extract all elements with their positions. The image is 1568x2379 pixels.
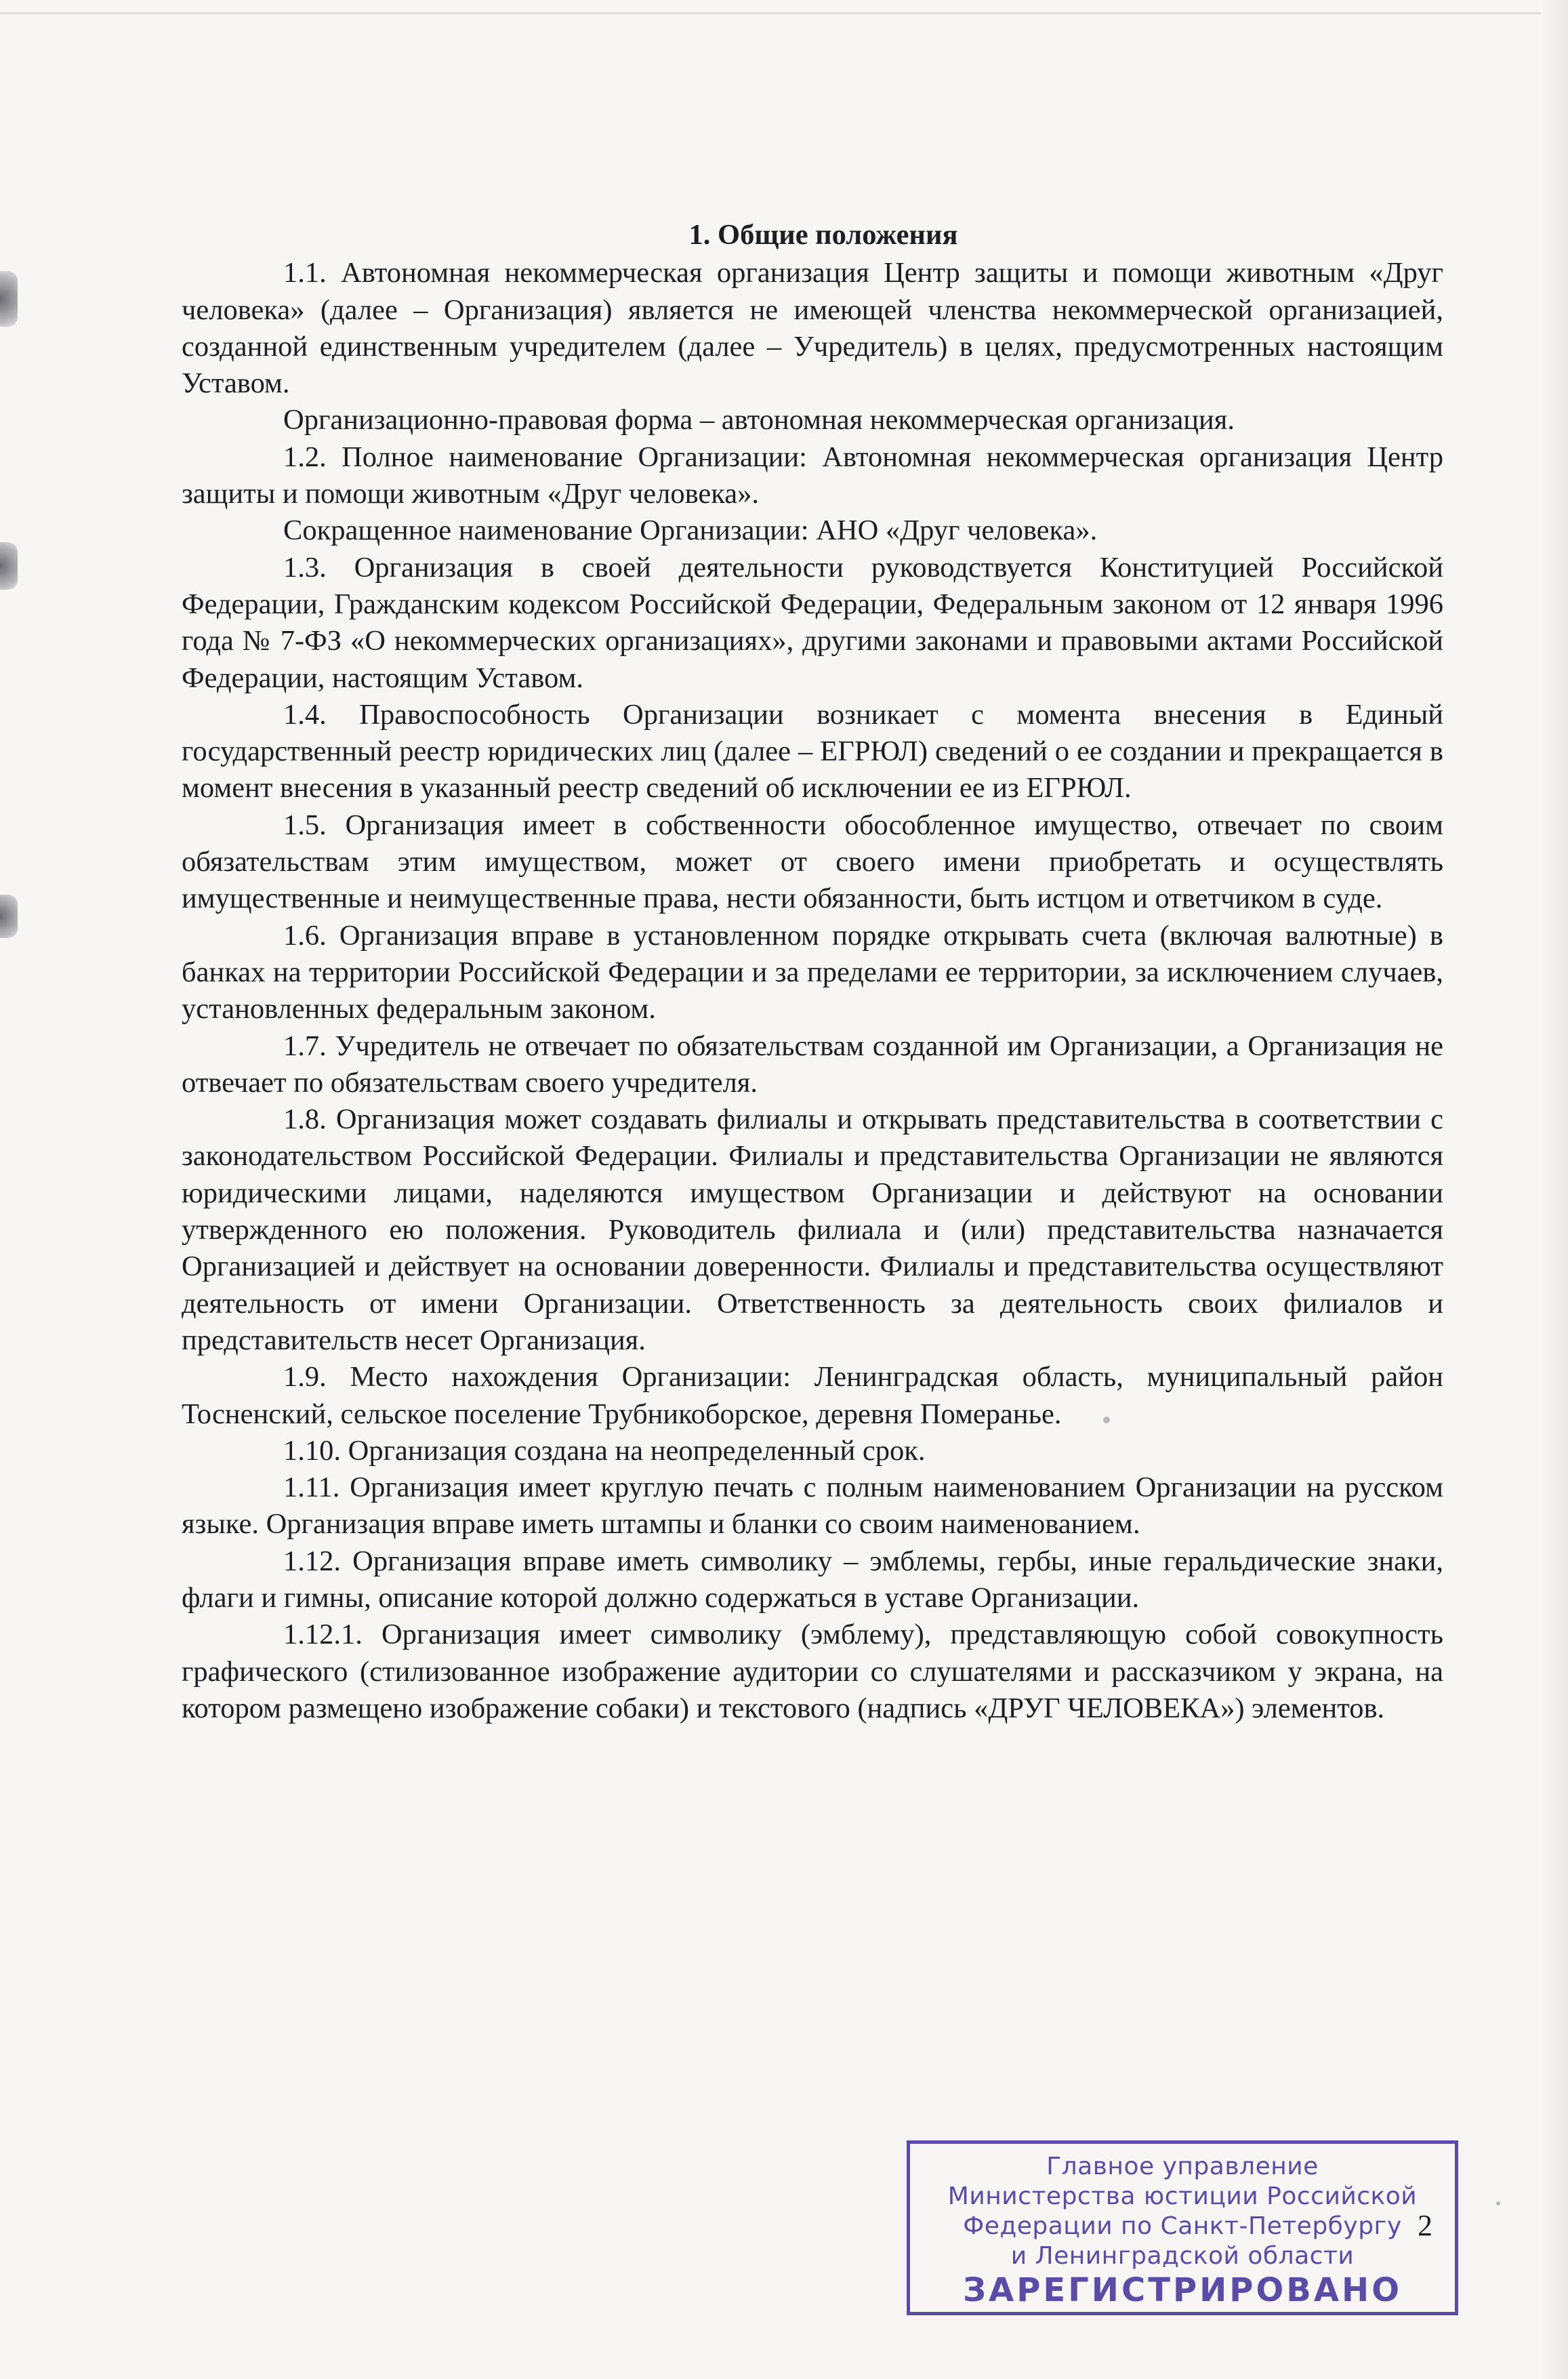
paragraph-1-11: 1.11. Организация имеет круглую печать с полным наименованием Организации на русском языке. Организация вправе иметь штампы и бланки со своим наименованием. (182, 1471, 1443, 1541)
registration-stamp (907, 2140, 1458, 2315)
page-number: 2 (1418, 2209, 1432, 2242)
paragraph-1-3: 1.3. Организация в своей деятельности руководствуется Конституцией Российской Федерации, Гражданским кодексом Российской Федерации, Федеральным законом от 12 января 1996 года № 7-ФЗ «О некоммерческих организациях», другими законами и правовыми актами Российской Федерации, настоящим Уставом. (182, 551, 1443, 694)
paragraph-1-4: 1.4. Правоспособность Организации возникает с момента внесения в Единый государственный реестр юридических лиц (далее – ЕГРЮЛ) сведений о ее создании и прекращается в момент внесения в указанный реестр сведений об исключении ее из ЕГРЮЛ. (182, 698, 1443, 805)
paragraph-1-2: 1.2. Полное наименование Организации: Автономная некоммерческая организация Центр защиты и помощи животным «Друг человека». (182, 441, 1443, 510)
document-body (182, 217, 1443, 1727)
punch-hole-2 (0, 542, 18, 590)
stamp-line-2: Министерства юстиции Российской (947, 2182, 1418, 2210)
paragraph-1-8: 1.8. Организация может создавать филиалы и открывать представительства в соответствии с законодательством Российской Федерации. Филиалы и представительства Организации не являются юридическими лицами, наделяются имуществом Организации и действуют на основании утвержденного ею положения. Руководитель филиала и (или) представительства назначается Организацией и действует на основании доверенности. Филиалы и представительства осуществляют деятельность от имени Организации. Ответственность за деятельность своих филиалов и представительств несет Организация. (182, 1103, 1443, 1356)
stamp-status: ЗАРЕГИСТРИРОВАНО (963, 2271, 1402, 2309)
section-title: 1. Общие положения (688, 219, 958, 251)
paragraph-1-1: 1.1. Автономная некоммерческая организация Центр защиты и помощи животным «Друг человека» (далее – Организация) является не имеющей членства некоммерческой организацией, созданной единственным учредителем (далее – Учредитель) в целях, предусмотренных настоящим Уставом. (182, 257, 1443, 400)
punch-hole-3 (0, 895, 18, 938)
paragraph-1-12: 1.12. Организация вправе иметь символику – эмблемы, гербы, иные геральдические знаки, флаги и гимны, описание которой должно содержаться в уставе Организации. (182, 1545, 1443, 1614)
paragraph-legal-form: Организационно-правовая форма – автономная некоммерческая организация. (283, 404, 1235, 436)
paragraph-1-5: 1.5. Организация имеет в собственности обособленное имущество, отвечает по своим обязательствам этим имуществом, может от своего имени приобретать и осуществлять имущественные и неимущественные права, нести обязанности, быть истцом и ответчиком в суде. (182, 809, 1443, 915)
page-top-edge (0, 12, 1568, 15)
punch-hole-1 (0, 271, 18, 327)
paragraph-1-9: 1.9. Место нахождения Организации: Ленинградская область, муниципальный район Тосненский, сельское поселение Трубникоборское, деревня Померанье. (182, 1361, 1443, 1430)
paragraph-1-6: 1.6. Организация вправе в установленном порядке открывать счета (включая валютные) в банках на территории Российской Федерации и за пределами ее территории, за исключением случаев, установленных федеральным законом. (182, 919, 1443, 1025)
paragraph-1-10: 1.10. Организация создана на неопределенный срок. (283, 1434, 926, 1467)
paragraph-short-name: Сокращенное наименование Организации: АНО «Друг человека». (283, 514, 1098, 547)
stamp-line-3: Федерации по Санкт-Петербургу (963, 2212, 1402, 2240)
paper-speck (1496, 2201, 1500, 2205)
paper-speck (1103, 1417, 1110, 1423)
page-right-shadow (1541, 0, 1568, 2379)
stamp-line-4: и Ленинградской области (1010, 2242, 1355, 2270)
paragraph-1-12-1: 1.12.1. Организация имеет символику (эмблему), представляющую собой совокупность графического (стилизованное изображение аудитории со слушателями и рассказчиком у экрана, на котором размещено изображение собаки) и текстового (надпись «ДРУГ ЧЕЛОВЕКА») элементов. (182, 1619, 1443, 1724)
paragraph-1-7: 1.7. Учредитель не отвечает по обязательствам созданной им Организации, а Организация не отвечает по обязательствам своего учредителя. (182, 1030, 1443, 1099)
stamp-line-1: Главное управление (1046, 2153, 1319, 2180)
